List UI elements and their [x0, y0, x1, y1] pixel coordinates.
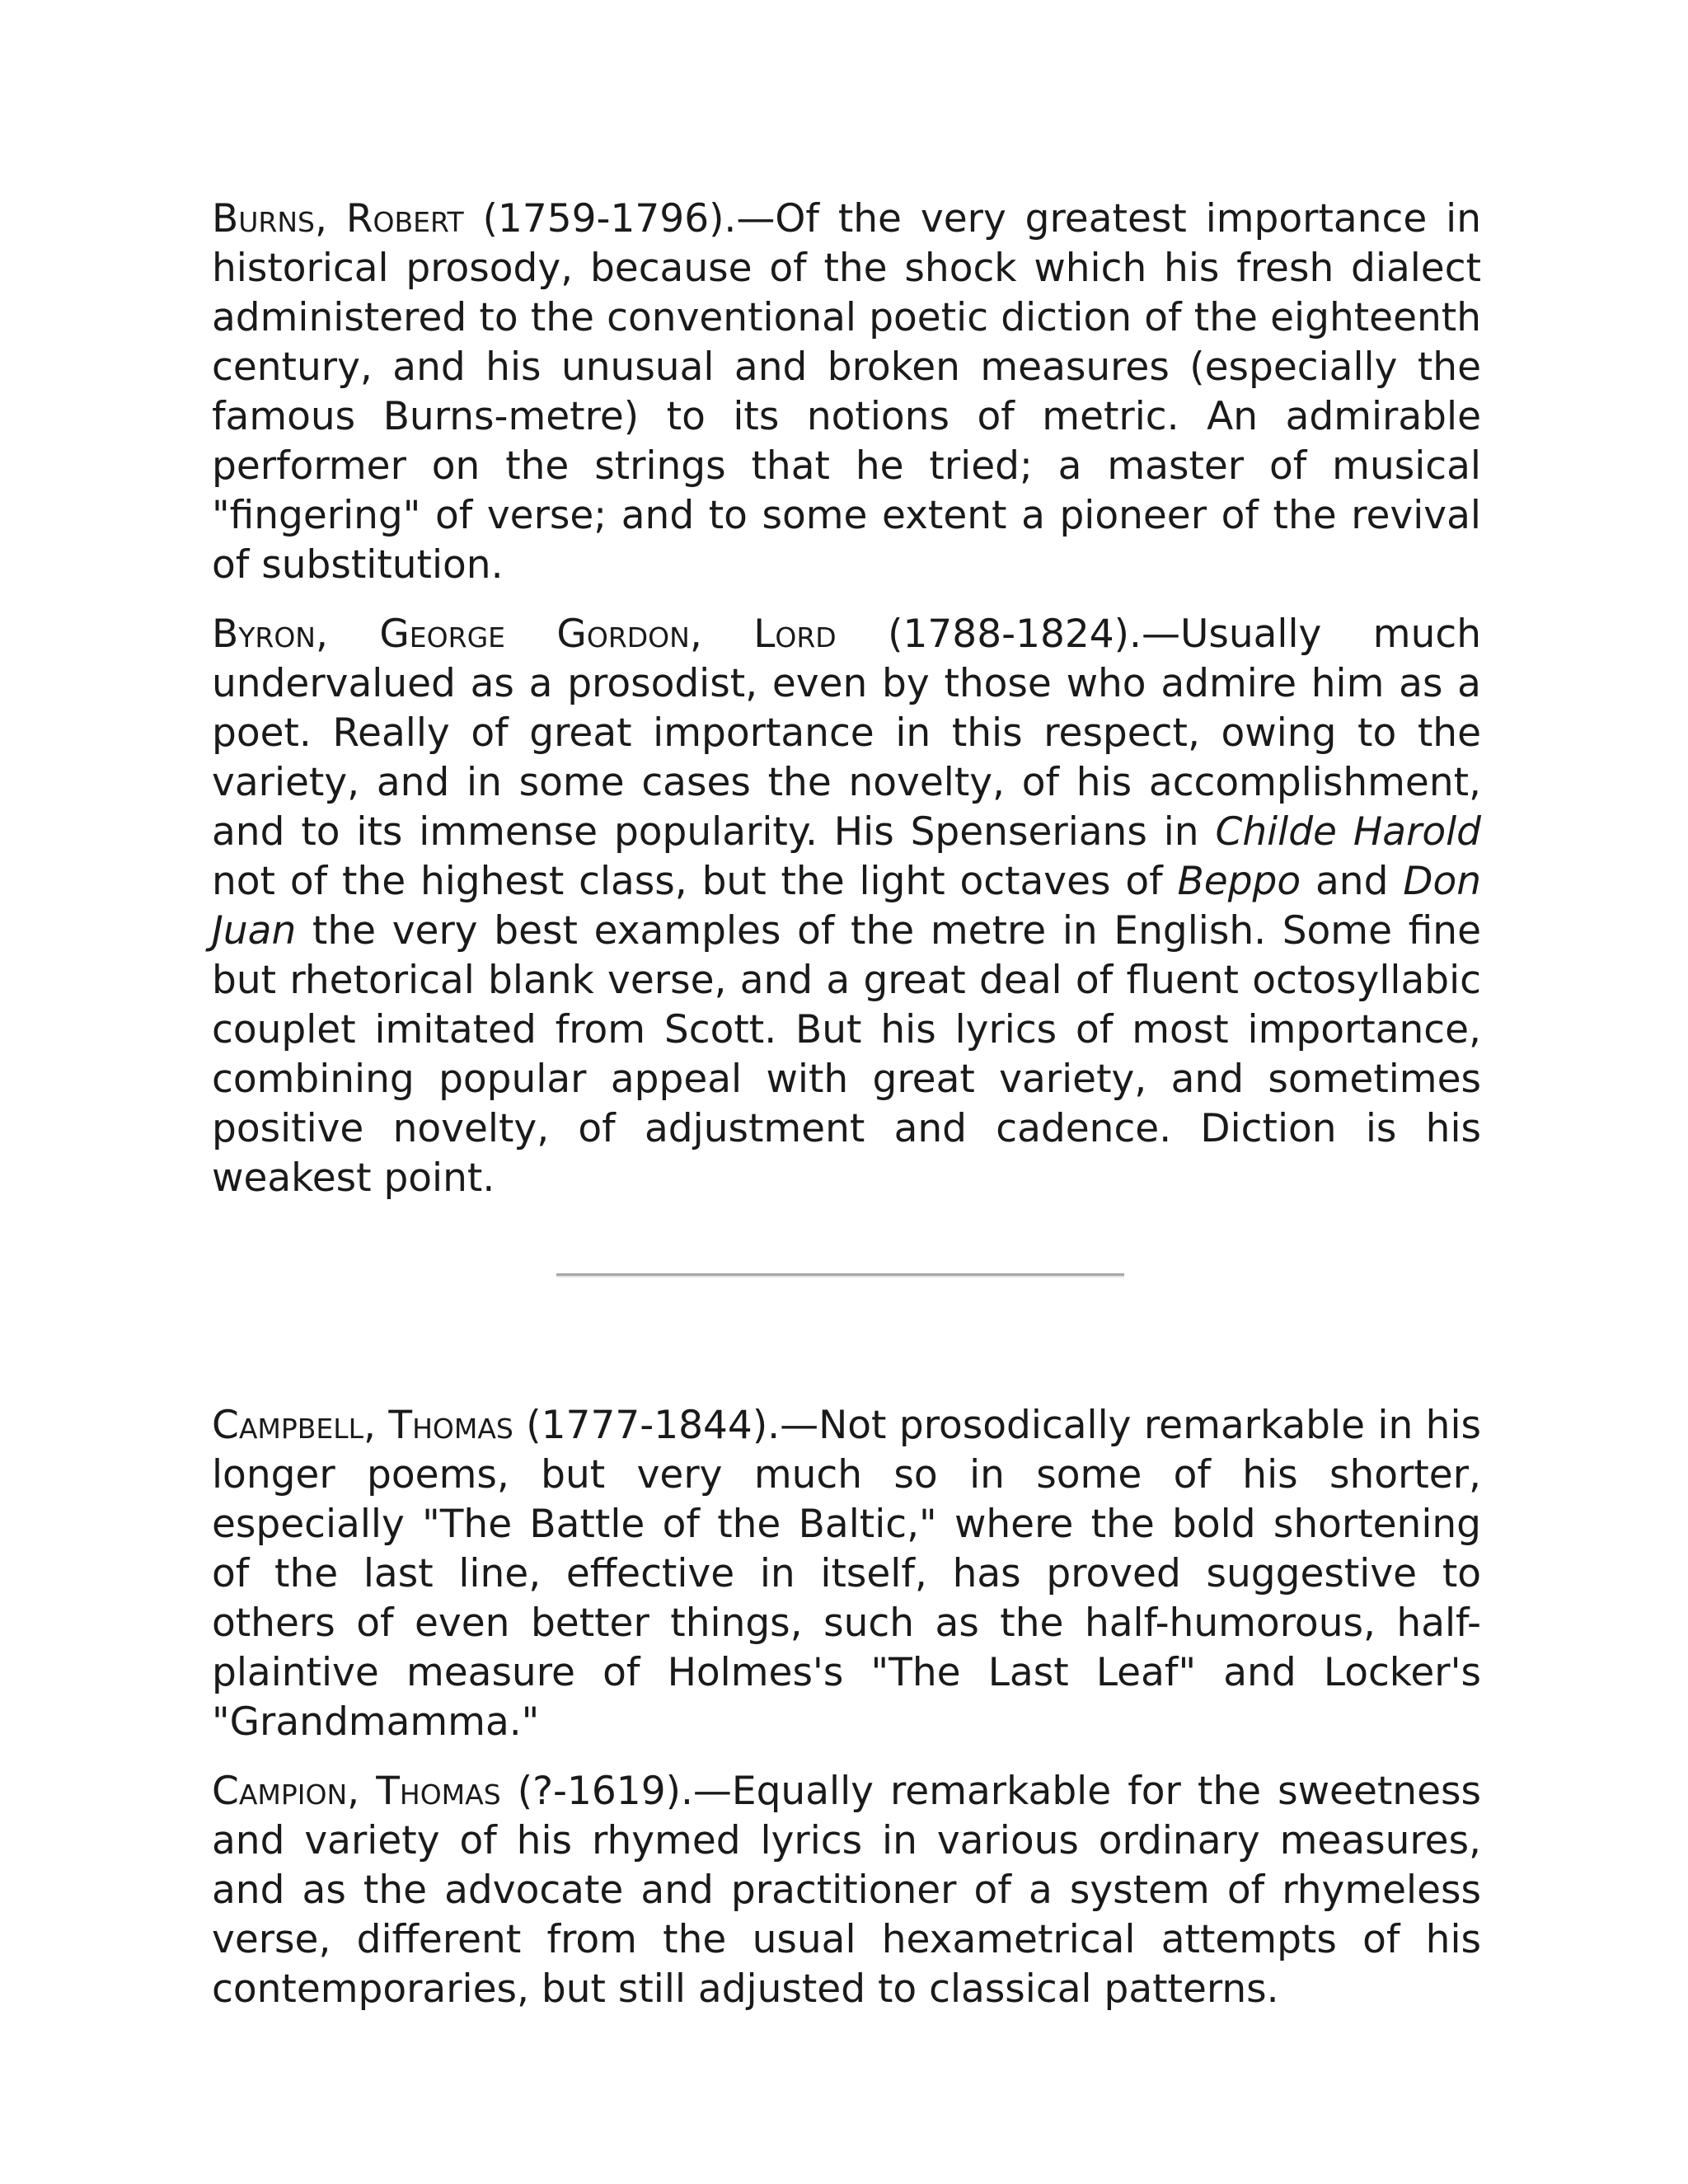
section-divider [212, 1203, 1481, 1401]
entry-text: (1777-1844).—Not prosodically remarkable in his longer poems, but very much so in some of his shorter, especially "The Battle of the Baltic," where the bold shortening of the last line, effective in itself, has proved suggestive to others of even better things, such as the half-humorous, half-plaintive measure of Holmes's "The Last Leaf" and Locker's "Grandmamma." [212, 1403, 1481, 1745]
entry-given-name: Thomas [376, 1769, 501, 1814]
entry-text: (1759-1796).—Of the very greatest importance in historical prosody, because of the shock which his fresh dialect administered to the conventional poetic diction of the eighteenth century, and his unusual and broken measures (especially the famous Burns-metre) to its notions of metric. An admirable performer on the strings that he tried; a master of musical "fingering" of verse; and to some extent a pioneer of the revival of substitution. [212, 196, 1482, 588]
entry-name: Campion [212, 1769, 348, 1814]
entry-given-name: George Gordon [379, 612, 690, 657]
entry-name: Burns [212, 196, 315, 241]
entry-text: the very best examples of the metre in English. Some fine but rhetorical blank verse, and a great deal of fluent octosyllabic couplet imitated from Scott. But his lyrics of most importance, combining popular appeal with great variety, and sometimes positive novelty, of adjustment and cadence. Diction is his weakest point. [212, 908, 1481, 1201]
entry-name: Campbell [212, 1403, 364, 1448]
entry-byron: Byron, George Gordon, Lord (1788-1824).—Usually much undervalued as a prosodist, even by those who admire him as a poet. Really of great importance in this respect, owing to the variety, and in some cases the novelty, of his accomplishment, and to its immense popularity. His Spenserians in Childe Harold not of the highest class, but the light octaves of Beppo and Don Juan the very best examples of the metre in English. Some fine but rhetorical blank verse, and a great deal of fluent octosyllabic couplet imitated from Scott. But his lyrics of most importance, combining popular appeal with great variety, and sometimes positive novelty, of adjustment and cadence. Diction is his weakest point. [212, 612, 1481, 1201]
work-title: Don Juan [212, 859, 1481, 954]
document-page [212, 194, 1481, 2014]
entry-campion: Campion, Thomas (?-1619).—Equally remarkable for the sweetness and variety of his rhymed lyrics in various ordinary measures, and as the advocate and practitioner of a system of rhymeless verse, different from the usual hexametrical attempts of his contemporaries, but still adjusted to classical patterns. [212, 1769, 1481, 2012]
entry-text: (?-1619).—Equally remarkable for the sweetness and variety of his rhymed lyrics in various ordinary measures, and as the advocate and practitioner of a system of rhymeless verse, different from the usual hexametrical attempts of his contemporaries, but still adjusted to classical patterns. [212, 1769, 1481, 2012]
entry-text: not of the highest class, but the light octaves of [212, 859, 1178, 904]
entry-text: and [1301, 859, 1404, 904]
entry-text: (1788-1824).—Usually much undervalued as a prosodist, even by those who admire him as a poet. Really of great importance in this respect, owing to the variety, and in some cases the novelty, of his accomplishment, and to its immense popularity. His Spenserians in [212, 612, 1481, 855]
entry-given-name: Thomas [388, 1403, 513, 1448]
work-title: Beppo [1177, 859, 1301, 904]
entry-name: Byron [212, 612, 316, 657]
work-title: Childe Harold [1215, 809, 1481, 855]
entry-campbell: Campbell, Thomas (1777-1844).—Not prosodically remarkable in his longer poems, but very much so in some of his shorter, especially "The Battle of the Baltic," where the bold shortening of the last line, effective in itself, has proved suggestive to others of even better things, such as the half-humorous, half-plaintive measure of Holmes's "The Last Leaf" and Locker's "Grandmamma." [212, 1403, 1481, 1745]
entry-burns: Burns, Robert (1759-1796).—Of the very greatest importance in historical prosody, because of the shock which his fresh dialect administered to the conventional poetic diction of the eighteenth century, and his unusual and broken measures (especially the famous Burns-metre) to its notions of metric. An admirable performer on the strings that he tried; a master of musical "fingering" of verse; and to some extent a pioneer of the revival of substitution. [212, 196, 1482, 588]
horizontal-rule [556, 1273, 1124, 1277]
entry-title: Lord [753, 612, 837, 657]
entry-given-name: Robert [345, 196, 464, 241]
